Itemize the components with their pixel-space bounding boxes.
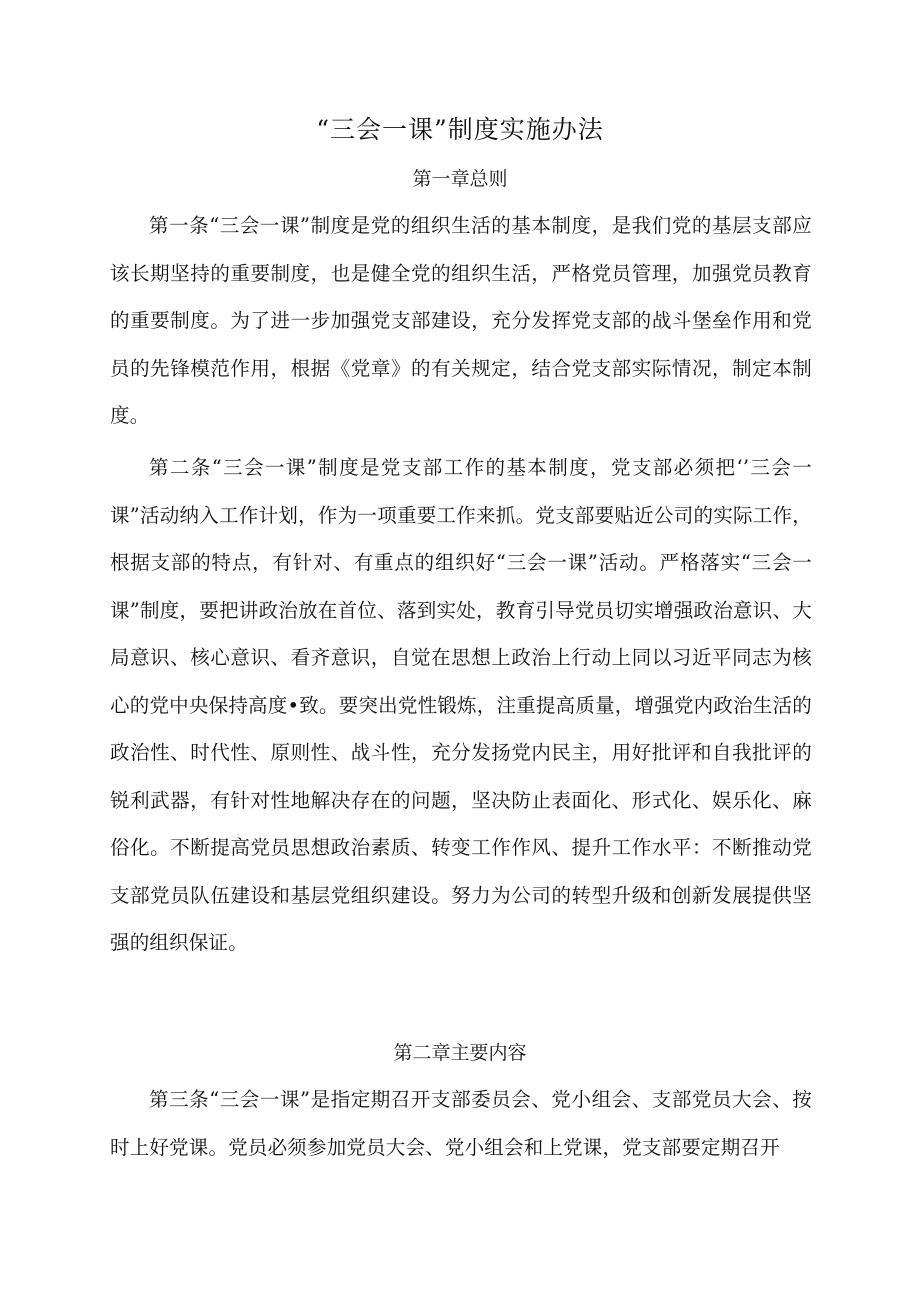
article-2-paragraph: 第二条“三会一课”制度是党支部工作的基本制度，党支部必须把‘’三会一课”活动纳入工作计划，作为一项重要工作来抓。党支部要贴近公司的实际工作，根据支部的特点，有针对、有重点的组织好“三会一课”活动。严格落实“三会一课”制度，要把讲政治放在首位、落到实处，教育引导党员切实增强政治意识、大局意识、核心意识、看齐意识，自觉在思想上政治上行动上同以习近平同志为核心的党中央保持高度•致。要突出党性锻炼，注重提高质量，增强党内政治生活的政治性、时代性、原则性、战斗性，充分发扬党内民主，用好批评和自我批评的锐利武器，有针对性地解决存在的问题，坚决防止表面化、形式化、娱乐化、麻俗化。不断提高党员思想政治素质、转变工作作风、提升工作水平：不断推动党支部党员队伍建设和基层党组织建设。努力为公司的转型升级和创新发展提供坚强的组织保证。	[110, 456, 812, 954]
document-title: “三会一课”制度实施办法	[316, 115, 604, 144]
article-3-paragraph: 第三条“三会一课”是指定期召开支部委员会、党小组会、支部党员大会、按时上好党课。党员必须参加党员大会、党小组会和上党课，党支部要定期召开	[110, 1088, 812, 1159]
article-1-paragraph: 第一条“三会一课”制度是党的组织生活的基本制度，是我们党的基层支部应该长期坚持的重要制度，也是健全党的组织生活，严格党员管理，加强党员教育的重要制度。为了进一步加强党支部建设，充分发挥党支部的战斗堡垒作用和党员的先锋模范作用，根据《党章》的有关规定，结合党支部实际情况，制定本制度。	[110, 214, 812, 427]
chapter-heading-general: 第一章总则	[412, 168, 508, 190]
chapter-heading-main-content: 第二章主要内容	[393, 1042, 527, 1064]
